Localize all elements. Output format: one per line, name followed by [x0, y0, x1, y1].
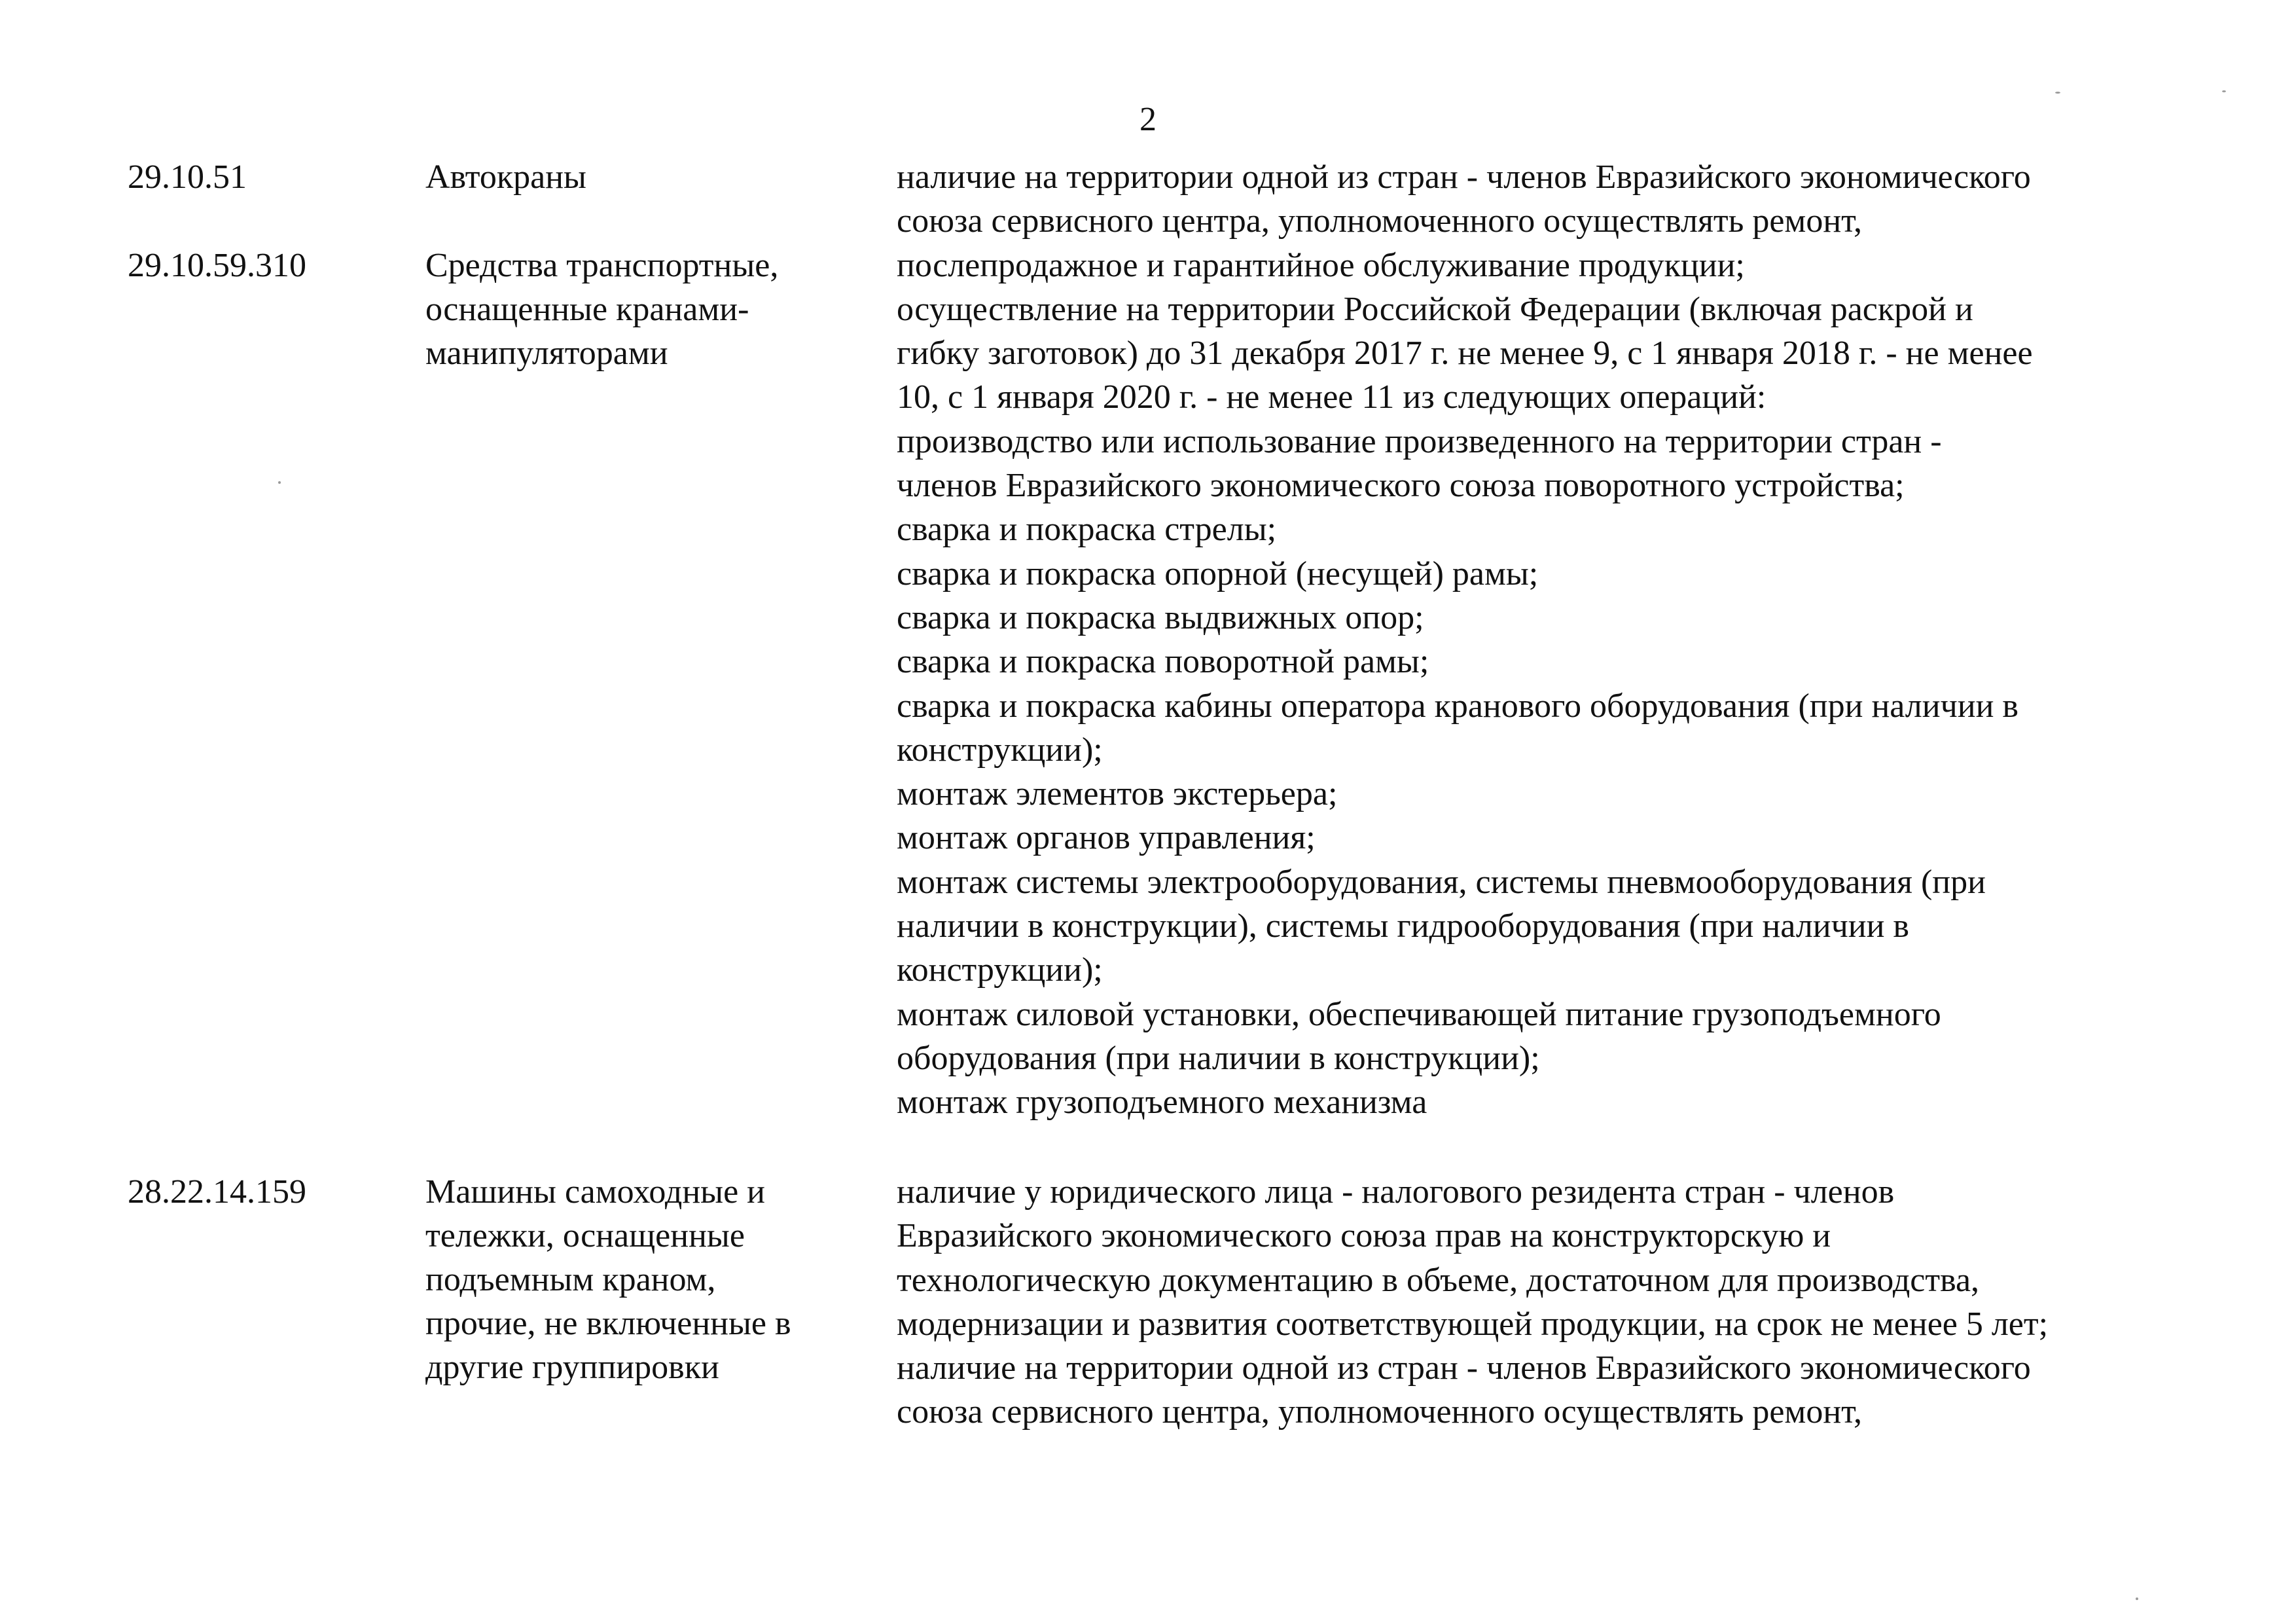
requirement-line: гибку заготовок) до 31 декабря 2017 г. не менее 9, с 1 января 2018 г. - не менее: [897, 335, 2033, 373]
row-name: [425, 1170, 857, 1389]
requirement-line: технологическую документацию в объеме, достаточном для производства,: [897, 1261, 1980, 1299]
requirements-text: [897, 155, 2219, 1125]
row-name: [425, 155, 857, 199]
page-number: 2: [1139, 101, 1157, 138]
requirement-line: наличии в конструкции), системы гидрооборудования (при наличии в: [897, 907, 1909, 945]
row-name-line: тележки, оснащенные: [425, 1217, 745, 1254]
requirement-line: 10, с 1 января 2020 г. - не менее 11 из следующих операций:: [897, 378, 1767, 416]
row-name: [425, 244, 857, 375]
requirement-line: конструкции);: [897, 951, 1103, 989]
requirement-line: наличие на территории одной из стран - членов Евразийского экономического: [897, 158, 2031, 196]
row-name-line: другие группировки: [425, 1349, 719, 1386]
row-code: 29.10.59.310: [128, 247, 306, 284]
row-name-line: Средства транспортные,: [425, 247, 779, 284]
requirement-line: монтаж органов управления;: [897, 819, 1316, 857]
row-name-line: оснащенные кранами-: [425, 291, 749, 328]
requirement-line: Евразийского экономического союза прав на конструкторскую и: [897, 1217, 1831, 1255]
requirement-line: членов Евразийского экономического союза поворотного устройства;: [897, 467, 1905, 505]
requirement-line: союза сервисного центра, уполномоченного осуществлять ремонт,: [897, 202, 1862, 240]
requirement-line: осуществление на территории Российской Федерации (включая раскрой и: [897, 290, 1973, 328]
requirement-line: монтаж грузоподъемного механизма: [897, 1084, 1427, 1122]
row-name-line: Автокраны: [425, 158, 586, 196]
requirement-line: сварка и покраска поворотной рамы;: [897, 643, 1429, 681]
row-name-line: подъемным краном,: [425, 1261, 716, 1298]
requirement-line: сварка и покраска стрелы;: [897, 511, 1277, 549]
scan-speck: [2222, 90, 2226, 92]
requirement-line: сварка и покраска опорной (несущей) рамы;: [897, 555, 1539, 593]
row-name-line: манипуляторами: [425, 335, 668, 372]
requirement-line: монтаж элементов экстерьера;: [897, 775, 1338, 813]
scan-speck: [2055, 92, 2060, 94]
requirement-line: конструкции);: [897, 731, 1103, 769]
requirement-line: наличие у юридического лица - налогового резидента стран - членов: [897, 1173, 1895, 1211]
requirement-line: оборудования (при наличии в конструкции);: [897, 1039, 1540, 1077]
requirement-line: послепродажное и гарантийное обслуживание продукции;: [897, 246, 1745, 284]
requirement-line: модернизации и развития соответствующей продукции, на срок не менее 5 лет;: [897, 1305, 2049, 1343]
scan-speck: [2136, 1597, 2138, 1600]
scan-speck: [278, 481, 281, 484]
requirement-line: сварка и покраска кабины оператора кранового оборудования (при наличии в: [897, 687, 2018, 725]
row-name-line: Машины самоходные и: [425, 1173, 766, 1211]
requirement-line: сварка и покраска выдвижных опор;: [897, 598, 1424, 636]
row-code: 28.22.14.159: [128, 1173, 306, 1211]
requirements-text: [897, 1170, 2219, 1434]
requirement-line: союза сервисного центра, уполномоченного осуществлять ремонт,: [897, 1393, 1862, 1431]
row-code: 29.10.51: [128, 158, 247, 196]
requirement-line: производство или использование произведенного на территории стран -: [897, 422, 1942, 460]
requirement-line: монтаж силовой установки, обеспечивающей питание грузоподъемного: [897, 995, 1941, 1033]
requirement-line: наличие на территории одной из стран - членов Евразийского экономического: [897, 1349, 2031, 1387]
requirement-line: монтаж системы электрооборудования, системы пневмооборудования (при: [897, 863, 1986, 901]
row-name-line: прочие, не включенные в: [425, 1305, 791, 1342]
